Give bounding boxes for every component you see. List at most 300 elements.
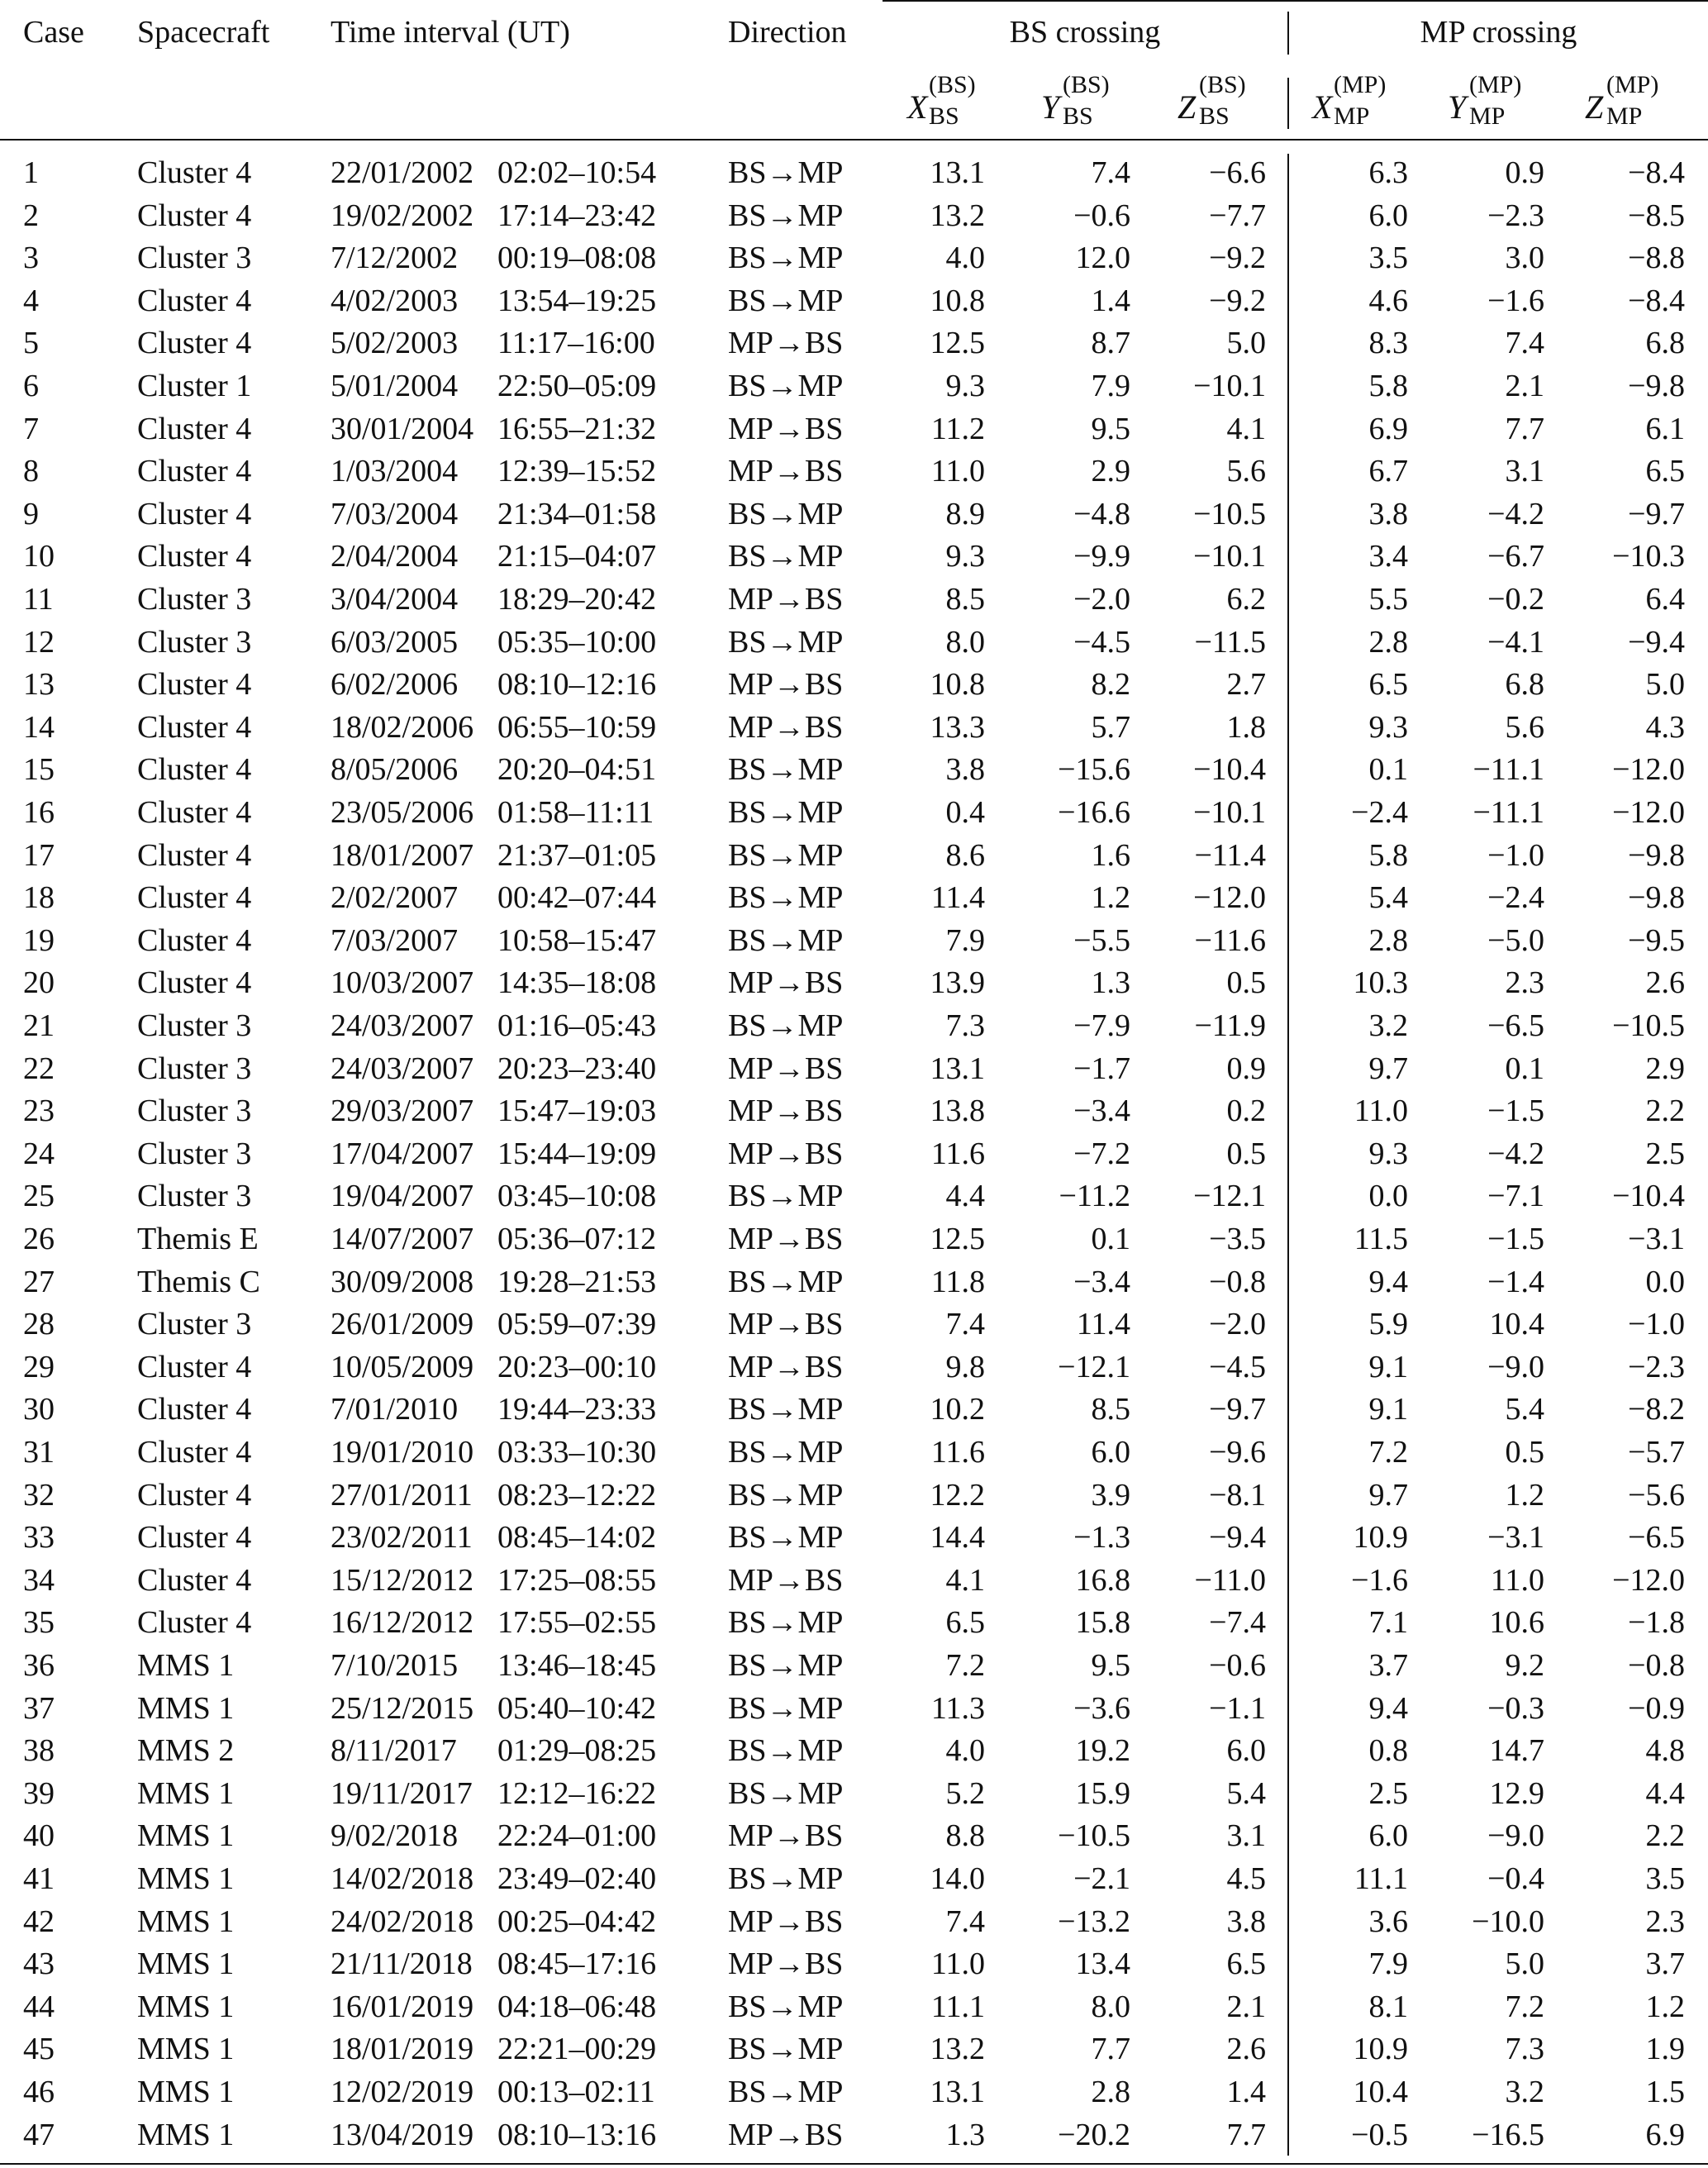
time-cell: 17:25–08:55 (497, 1563, 657, 1598)
date-cell: 16/12/2012 (331, 1605, 474, 1640)
spacecraft-cell: Cluster 4 (137, 1435, 252, 1470)
time-cell: 12:39–15:52 (497, 454, 657, 488)
y-mp-cell: 3.2 (1505, 2075, 1544, 2109)
direction-cell: MP→BS (728, 1307, 844, 1341)
z-bs-cell: 6.2 (1226, 582, 1266, 617)
y-bs-cell: 1.6 (1091, 838, 1130, 873)
direction-cell: MP→BS (728, 326, 844, 360)
x-bs-cell: 11.0 (930, 454, 985, 488)
y-bs-cell: 7.9 (1091, 369, 1130, 403)
x-mp-cell: 2.8 (1368, 625, 1408, 660)
z-mp-cell: −8.8 (1628, 241, 1685, 275)
z-mp-cell: −9.4 (1628, 625, 1685, 660)
z-mp-cell: 4.4 (1645, 1776, 1685, 1811)
time-cell: 00:13–02:11 (497, 2075, 655, 2109)
date-cell: 4/02/2003 (331, 284, 459, 318)
case-number: 9 (23, 497, 39, 531)
z-bs-cell: −11.6 (1194, 923, 1266, 958)
z-mp-cell: −9.5 (1628, 923, 1685, 958)
x-bs-cell: 14.0 (930, 1861, 985, 1896)
direction-cell: BS→MP (728, 625, 844, 660)
date-cell: 9/02/2018 (331, 1818, 459, 1853)
z-mp-cell: −0.9 (1628, 1691, 1685, 1726)
date-cell: 17/04/2007 (331, 1136, 474, 1171)
date-cell: 21/11/2018 (331, 1946, 473, 1981)
date-cell: 30/01/2004 (331, 412, 474, 446)
header-case: Case (23, 15, 84, 50)
case-number: 46 (23, 2075, 55, 2109)
y-mp-cell: 5.4 (1505, 1392, 1544, 1427)
z-bs-cell: −10.5 (1193, 497, 1266, 531)
z-mp-cell: −9.8 (1628, 880, 1685, 915)
z-mp-cell: 2.3 (1645, 1904, 1685, 1939)
y-bs-cell: 11.4 (1076, 1307, 1130, 1341)
direction-cell: BS→MP (728, 1648, 844, 1683)
direction-cell: BS→MP (728, 2075, 844, 2109)
date-cell: 18/02/2006 (331, 710, 474, 745)
z-mp-cell: −2.3 (1628, 1350, 1685, 1384)
z-bs-cell: 3.1 (1226, 1818, 1266, 1853)
date-cell: 23/02/2011 (331, 1520, 473, 1555)
header-direction: Direction (728, 15, 847, 50)
x-mp-cell: 11.1 (1354, 1861, 1408, 1896)
x-bs-cell: 13.9 (930, 965, 985, 1000)
x-mp-cell: 9.1 (1368, 1392, 1408, 1427)
symbol-superscript: (MP) (1469, 71, 1522, 98)
y-bs-cell: 12.0 (1075, 241, 1130, 275)
z-bs-cell: −10.1 (1193, 369, 1266, 403)
y-mp-cell: 0.9 (1505, 155, 1544, 190)
y-mp-cell: 3.0 (1505, 241, 1544, 275)
z-bs-cell: −9.6 (1209, 1435, 1266, 1470)
spacecraft-cell: Cluster 4 (137, 667, 252, 702)
x-mp-cell: −0.5 (1351, 2118, 1408, 2152)
y-bs-cell: 0.1 (1091, 1222, 1130, 1256)
spacecraft-cell: Cluster 4 (137, 198, 252, 233)
y-mp-cell: −9.0 (1487, 1350, 1544, 1384)
z-bs-cell: −11.4 (1194, 838, 1266, 873)
x-mp-cell: 5.8 (1368, 369, 1408, 403)
y-mp-cell: −5.0 (1487, 923, 1544, 958)
x-bs-cell: 9.8 (945, 1350, 985, 1384)
x-bs-cell: 4.0 (945, 1733, 985, 1768)
time-cell: 06:55–10:59 (497, 710, 657, 745)
time-cell: 19:44–23:33 (497, 1392, 657, 1427)
z-mp-cell: 3.5 (1645, 1861, 1685, 1896)
case-number: 36 (23, 1648, 55, 1683)
z-bs-cell: 2.6 (1226, 2032, 1266, 2066)
x-mp-cell: 4.6 (1368, 284, 1408, 318)
direction-cell: MP→BS (728, 1350, 844, 1384)
time-cell: 04:18–06:48 (497, 1989, 657, 2024)
z-bs-cell: −10.1 (1193, 795, 1266, 830)
time-cell: 23:49–02:40 (497, 1861, 657, 1896)
direction-cell: MP→BS (728, 1563, 844, 1598)
z-bs-cell: −11.0 (1194, 1563, 1266, 1598)
z-bs-cell: −10.4 (1193, 752, 1266, 787)
x-bs-cell: 10.2 (930, 1392, 985, 1427)
direction-cell: MP→BS (728, 667, 844, 702)
direction-cell: BS→MP (728, 539, 844, 574)
y-bs-cell: −3.4 (1073, 1094, 1130, 1128)
date-cell: 13/04/2019 (331, 2118, 474, 2152)
x-mp-cell: 11.5 (1354, 1222, 1408, 1256)
y-mp-cell: 7.7 (1505, 412, 1544, 446)
symbol-base: Z (1585, 88, 1604, 126)
x-mp-cell: 10.3 (1353, 965, 1408, 1000)
y-mp-cell: 5.6 (1505, 710, 1544, 745)
z-mp-cell: −12.0 (1612, 795, 1685, 830)
y-mp-cell: 12.9 (1489, 1776, 1544, 1811)
direction-cell: MP→BS (728, 1222, 844, 1256)
y-bs-cell: 8.5 (1091, 1392, 1130, 1427)
case-number: 15 (23, 752, 55, 787)
y-mp-cell: −0.3 (1487, 1691, 1544, 1726)
z-mp-cell: −12.0 (1612, 752, 1685, 787)
x-mp-cell: 3.5 (1368, 241, 1408, 275)
spacecraft-cell: MMS 1 (137, 1691, 235, 1726)
z-mp-cell: −8.4 (1628, 284, 1685, 318)
z-bs-cell: −2.0 (1209, 1307, 1266, 1341)
case-number: 26 (23, 1222, 55, 1256)
date-cell: 2/02/2007 (331, 880, 459, 915)
symbol-subscript: BS (1199, 102, 1230, 130)
x-bs-cell: 11.6 (930, 1435, 985, 1470)
y-bs-cell: 9.5 (1091, 412, 1130, 446)
spacecraft-cell: MMS 1 (137, 2118, 235, 2152)
date-cell: 19/11/2017 (331, 1776, 473, 1811)
z-mp-cell: 4.8 (1645, 1733, 1685, 1768)
z-bs-cell: −0.6 (1209, 1648, 1266, 1683)
spacecraft-cell: Cluster 4 (137, 1478, 252, 1513)
direction-cell: BS→MP (728, 1989, 844, 2024)
case-number: 21 (23, 1008, 55, 1043)
x-bs-cell: 4.4 (945, 1179, 985, 1213)
y-mp-cell: 0.1 (1505, 1051, 1544, 1086)
z-mp-cell: 6.4 (1645, 582, 1685, 617)
x-mp-cell: 6.0 (1368, 1818, 1408, 1853)
direction-cell: BS→MP (728, 2032, 844, 2066)
header-zmp (1585, 71, 1659, 130)
x-mp-cell: 8.1 (1368, 1989, 1408, 2024)
spacecraft-cell: Cluster 4 (137, 795, 252, 830)
date-cell: 5/01/2004 (331, 369, 459, 403)
x-bs-cell: 8.6 (945, 838, 985, 873)
z-bs-cell: 0.9 (1226, 1051, 1266, 1086)
case-number: 8 (23, 454, 39, 488)
y-bs-cell: −2.0 (1073, 582, 1130, 617)
y-mp-cell: −1.5 (1487, 1094, 1544, 1128)
y-bs-cell: −10.5 (1058, 1818, 1130, 1853)
z-bs-cell: −9.4 (1209, 1520, 1266, 1555)
spacecraft-cell: Cluster 4 (137, 1520, 252, 1555)
x-bs-cell: 11.4 (930, 880, 985, 915)
symbol-subscript: BS (929, 102, 959, 130)
direction-cell: BS→MP (728, 1691, 844, 1726)
time-cell: 01:29–08:25 (497, 1733, 657, 1768)
z-mp-cell: −0.8 (1628, 1648, 1685, 1683)
direction-cell: BS→MP (728, 497, 844, 531)
z-mp-cell: 6.5 (1645, 454, 1685, 488)
y-bs-cell: 2.9 (1091, 454, 1130, 488)
y-mp-cell: −11.1 (1472, 795, 1544, 830)
case-number: 5 (23, 326, 39, 360)
z-bs-cell: −0.8 (1209, 1265, 1266, 1299)
x-bs-cell: 7.9 (945, 923, 985, 958)
time-cell: 17:14–23:42 (497, 198, 657, 233)
x-mp-cell: 0.0 (1368, 1179, 1408, 1213)
x-mp-cell: 3.7 (1368, 1648, 1408, 1683)
x-bs-cell: 13.2 (930, 2032, 985, 2066)
y-bs-cell: 1.4 (1091, 284, 1130, 318)
date-cell: 7/10/2015 (331, 1648, 459, 1683)
spacecraft-cell: Cluster 4 (137, 965, 252, 1000)
case-number: 12 (23, 625, 55, 660)
case-number: 29 (23, 1350, 55, 1384)
x-mp-cell: 7.1 (1368, 1605, 1408, 1640)
x-mp-cell: 9.1 (1368, 1350, 1408, 1384)
case-number: 28 (23, 1307, 55, 1341)
symbol-superscript: (MP) (1334, 71, 1387, 98)
y-mp-cell: 9.2 (1505, 1648, 1544, 1683)
z-bs-cell: −11.9 (1194, 1008, 1266, 1043)
spacecraft-cell: Cluster 3 (137, 625, 252, 660)
z-bs-cell: 0.5 (1226, 965, 1266, 1000)
direction-cell: MP→BS (728, 1051, 844, 1086)
x-mp-cell: 6.5 (1368, 667, 1408, 702)
direction-cell: BS→MP (728, 198, 844, 233)
x-bs-cell: 10.8 (930, 284, 985, 318)
direction-cell: BS→MP (728, 1478, 844, 1513)
spacecraft-cell: Cluster 3 (137, 582, 252, 617)
x-mp-cell: 5.5 (1368, 582, 1408, 617)
date-cell: 25/12/2015 (331, 1691, 474, 1726)
x-mp-cell: 0.8 (1368, 1733, 1408, 1768)
x-mp-cell: 7.2 (1368, 1435, 1408, 1470)
x-mp-cell: 6.9 (1368, 412, 1408, 446)
z-mp-cell: 1.9 (1645, 2032, 1685, 2066)
z-mp-cell: −9.8 (1628, 369, 1685, 403)
x-bs-cell: 8.5 (945, 582, 985, 617)
x-bs-cell: 6.5 (945, 1605, 985, 1640)
date-cell: 12/02/2019 (331, 2075, 474, 2109)
z-mp-cell: 4.3 (1645, 710, 1685, 745)
z-bs-cell: 2.7 (1226, 667, 1266, 702)
x-bs-cell: 8.9 (945, 497, 985, 531)
y-mp-cell: 7.3 (1505, 2032, 1544, 2066)
spacecraft-cell: Cluster 4 (137, 880, 252, 915)
direction-cell: BS→MP (728, 923, 844, 958)
date-cell: 8/05/2006 (331, 752, 459, 787)
y-bs-cell: 5.7 (1091, 710, 1130, 745)
spacecraft-cell: Cluster 3 (137, 1307, 252, 1341)
case-number: 24 (23, 1136, 55, 1171)
z-mp-cell: −10.5 (1612, 1008, 1685, 1043)
y-bs-cell: 7.4 (1091, 155, 1130, 190)
x-bs-cell: 11.1 (930, 1989, 985, 2024)
symbol-base: Y (1448, 88, 1467, 126)
x-mp-cell: 9.7 (1368, 1051, 1408, 1086)
header-rule (0, 139, 1708, 141)
time-cell: 15:44–19:09 (497, 1136, 657, 1171)
spacecraft-cell: Cluster 3 (137, 1051, 252, 1086)
y-mp-cell: −4.2 (1487, 1136, 1544, 1171)
symbol-subscript: BS (1063, 102, 1093, 130)
y-mp-cell: 5.0 (1505, 1946, 1544, 1981)
y-bs-cell: 19.2 (1075, 1733, 1130, 1768)
date-cell: 26/01/2009 (331, 1307, 474, 1341)
x-bs-cell: 13.1 (930, 2075, 985, 2109)
y-bs-cell: −11.2 (1059, 1179, 1130, 1213)
spacecraft-cell: Cluster 4 (137, 923, 252, 958)
time-cell: 14:35–18:08 (497, 965, 657, 1000)
time-cell: 21:37–01:05 (497, 838, 657, 873)
x-bs-cell: 11.6 (930, 1136, 985, 1171)
case-number: 19 (23, 923, 55, 958)
direction-cell: BS→MP (728, 241, 844, 275)
z-bs-cell: −8.1 (1209, 1478, 1266, 1513)
time-cell: 21:34–01:58 (497, 497, 657, 531)
time-cell: 05:59–07:39 (497, 1307, 657, 1341)
spacecraft-cell: Cluster 1 (137, 369, 252, 403)
date-cell: 19/01/2010 (331, 1435, 474, 1470)
y-bs-cell: 7.7 (1091, 2032, 1130, 2066)
direction-cell: BS→MP (728, 1435, 844, 1470)
time-cell: 08:10–12:16 (497, 667, 657, 702)
z-mp-cell: 2.5 (1645, 1136, 1685, 1171)
y-bs-cell: −9.9 (1073, 539, 1130, 574)
x-bs-cell: 8.0 (945, 625, 985, 660)
x-mp-cell: 8.3 (1368, 326, 1408, 360)
direction-cell: MP→BS (728, 1094, 844, 1128)
y-mp-cell: −1.0 (1487, 838, 1544, 873)
date-cell: 7/03/2004 (331, 497, 459, 531)
z-bs-cell: 5.4 (1226, 1776, 1266, 1811)
symbol-base: Z (1178, 88, 1197, 126)
direction-cell: BS→MP (728, 1008, 844, 1043)
direction-cell: BS→MP (728, 1861, 844, 1896)
header-mp-crossing: MP crossing (1420, 15, 1577, 50)
direction-cell: BS→MP (728, 1520, 844, 1555)
spacecraft-cell: Cluster 4 (137, 497, 252, 531)
y-mp-cell: −6.7 (1487, 539, 1544, 574)
x-bs-cell: 11.0 (930, 1946, 985, 1981)
direction-cell: BS→MP (728, 1776, 844, 1811)
direction-cell: BS→MP (728, 838, 844, 873)
case-number: 6 (23, 369, 39, 403)
time-cell: 05:40–10:42 (497, 1691, 657, 1726)
y-mp-cell: 0.5 (1505, 1435, 1544, 1470)
date-cell: 24/03/2007 (331, 1008, 474, 1043)
spacecraft-cell: MMS 1 (137, 1776, 235, 1811)
x-mp-cell: 2.5 (1368, 1776, 1408, 1811)
z-bs-cell: 4.5 (1226, 1861, 1266, 1896)
x-mp-cell: 6.3 (1368, 155, 1408, 190)
z-bs-cell: 6.5 (1226, 1946, 1266, 1981)
case-number: 39 (23, 1776, 55, 1811)
x-mp-cell: 10.9 (1353, 2032, 1408, 2066)
y-mp-cell: −11.1 (1472, 752, 1544, 787)
x-bs-cell: 13.1 (930, 1051, 985, 1086)
spacecraft-cell: Cluster 4 (137, 1392, 252, 1427)
time-cell: 20:23–00:10 (497, 1350, 657, 1384)
x-mp-cell: 5.4 (1368, 880, 1408, 915)
direction-cell: BS→MP (728, 284, 844, 318)
x-bs-cell: 4.1 (945, 1563, 985, 1598)
case-number: 23 (23, 1094, 55, 1128)
date-cell: 8/11/2017 (331, 1733, 457, 1768)
header-xbs (907, 71, 976, 130)
z-bs-cell: 5.6 (1226, 454, 1266, 488)
date-cell: 27/01/2011 (331, 1478, 473, 1513)
x-mp-cell: 11.0 (1354, 1094, 1408, 1128)
z-bs-cell: −3.5 (1209, 1222, 1266, 1256)
z-mp-cell: −9.7 (1628, 497, 1685, 531)
z-bs-cell: −9.2 (1209, 284, 1266, 318)
x-bs-cell: 10.8 (930, 667, 985, 702)
date-cell: 7/03/2007 (331, 923, 459, 958)
spacecraft-cell: MMS 1 (137, 1904, 235, 1939)
spacecraft-cell: Cluster 3 (137, 1179, 252, 1213)
date-cell: 30/09/2008 (331, 1265, 474, 1299)
time-cell: 13:54–19:25 (497, 284, 657, 318)
spacecraft-cell: Themis E (137, 1222, 259, 1256)
time-cell: 02:02–10:54 (497, 155, 657, 190)
x-bs-cell: 8.8 (945, 1818, 985, 1853)
case-number: 37 (23, 1691, 55, 1726)
x-mp-cell: 9.4 (1368, 1691, 1408, 1726)
time-cell: 10:58–15:47 (497, 923, 657, 958)
direction-cell: BS→MP (728, 369, 844, 403)
time-cell: 03:45–10:08 (497, 1179, 657, 1213)
x-bs-cell: 12.5 (930, 326, 985, 360)
time-cell: 15:47–19:03 (497, 1094, 657, 1128)
case-number: 13 (23, 667, 55, 702)
y-bs-cell: 15.9 (1075, 1776, 1130, 1811)
x-mp-cell: 3.4 (1368, 539, 1408, 574)
x-bs-cell: 12.2 (930, 1478, 985, 1513)
x-mp-cell: 10.4 (1353, 2075, 1408, 2109)
y-bs-cell: 13.4 (1075, 1946, 1130, 1981)
header-bs-crossing: BS crossing (1009, 15, 1161, 50)
time-cell: 22:21–00:29 (497, 2032, 657, 2066)
spacecraft-cell: Cluster 4 (137, 838, 252, 873)
y-bs-cell: −4.8 (1073, 497, 1130, 531)
case-number: 20 (23, 965, 55, 1000)
time-cell: 17:55–02:55 (497, 1605, 657, 1640)
case-number: 4 (23, 284, 39, 318)
symbol-subscript: MP (1334, 102, 1370, 130)
z-mp-cell: −5.6 (1628, 1478, 1685, 1513)
y-bs-cell: −1.7 (1073, 1051, 1130, 1086)
case-number: 25 (23, 1179, 55, 1213)
spacecraft-cell: Cluster 3 (137, 1094, 252, 1128)
y-bs-cell: −3.6 (1073, 1691, 1130, 1726)
x-bs-cell: 13.1 (930, 155, 985, 190)
time-cell: 03:33–10:30 (497, 1435, 657, 1470)
y-mp-cell: 6.8 (1505, 667, 1544, 702)
case-number: 45 (23, 2032, 55, 2066)
y-mp-cell: −1.4 (1487, 1265, 1544, 1299)
x-mp-cell: 9.3 (1368, 1136, 1408, 1171)
y-bs-cell: 8.2 (1091, 667, 1130, 702)
symbol-subscript: MP (1606, 102, 1643, 130)
date-cell: 14/07/2007 (331, 1222, 474, 1256)
case-number: 40 (23, 1818, 55, 1853)
y-bs-cell: −12.1 (1058, 1350, 1130, 1384)
y-mp-cell: −1.5 (1487, 1222, 1544, 1256)
z-mp-cell: 6.1 (1645, 412, 1685, 446)
